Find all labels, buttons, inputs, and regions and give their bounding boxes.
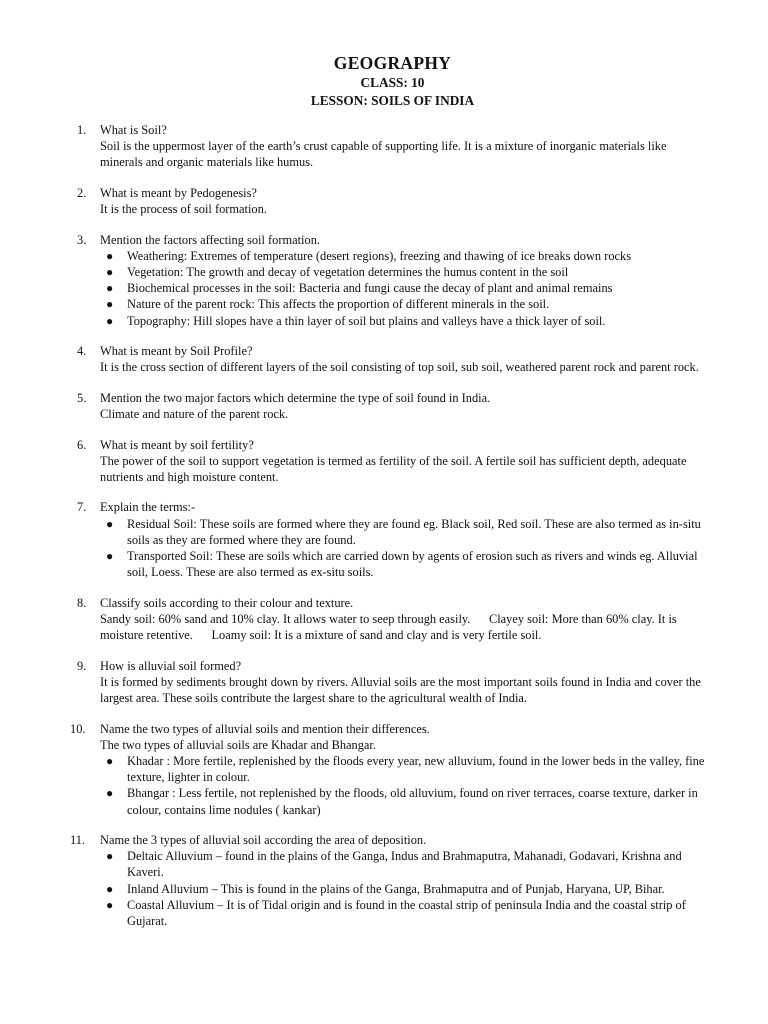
class-label: CLASS: 10 [360, 75, 425, 90]
question-number: 5. [77, 390, 87, 405]
answer-text: The two types of alluvial soils are Khadar and Bhangar. [100, 737, 376, 752]
bullet-icon: ● [106, 549, 114, 564]
bullet-icon: ● [106, 897, 114, 912]
question-item-5 [77, 390, 708, 422]
question-text: Explain the terms:- [100, 500, 195, 515]
lesson-title: LESSON: SOILS OF INDIA [310, 93, 475, 108]
list-item [100, 785, 708, 817]
bullet-text: Topography: Hill slopes have a thin layer of soil but plains and valleys have a thick layer of soil. [127, 313, 606, 328]
question-item-11 [70, 832, 708, 929]
question-number: 6. [77, 437, 87, 452]
bullet-text: Transported Soil: These are soils which are carried down by agents of erosion such as rivers and winds eg. Alluvial soil, Loess. These are also termed as ex-situ soils. [127, 549, 698, 580]
question-text: What is Soil? [100, 123, 167, 137]
bullet-icon: ● [106, 516, 114, 531]
question-number: 3. [77, 232, 87, 247]
bullet-icon: ● [106, 753, 114, 768]
question-number: 1. [77, 123, 87, 137]
bullet-text: Weathering: Extremes of temperature (desert regions), freezing and thawing of ice breaks down rocks [127, 248, 632, 263]
bullet-icon: ● [106, 248, 114, 263]
question-number: 2. [77, 185, 87, 200]
question-item-8 [77, 595, 708, 644]
question-text: How is alluvial soil formed? [100, 658, 242, 673]
list-item [100, 296, 708, 312]
question-number: 9. [77, 658, 87, 673]
question-item-9 [77, 658, 708, 707]
bullet-icon: ● [106, 849, 114, 864]
bullet-icon: ● [106, 265, 114, 280]
list-item [100, 897, 708, 929]
question-text: What is meant by Soil Profile? [100, 344, 253, 359]
bullet-icon: ● [106, 281, 114, 296]
question-number: 8. [77, 595, 87, 610]
bullet-icon: ● [106, 786, 114, 801]
bullet-list [100, 753, 708, 818]
bullet-list [100, 848, 708, 929]
list-item [100, 248, 708, 264]
bullet-text: Inland Alluvium – This is found in the plains of the Ganga, Brahmaputra and of Punjab, Haryana, UP, Bihar. [127, 881, 665, 896]
subject-title: GEOGRAPHY [333, 53, 452, 73]
question-item-4 [77, 343, 708, 375]
question-text: What is meant by Pedogenesis? [100, 185, 257, 200]
document-header [77, 52, 708, 110]
bullet-text: Residual Soil: These soils are formed where they are found eg. Black soil, Red soil. These are also termed as in-situ soils as they are formed where they are found. [127, 516, 701, 547]
question-text: Name the two types of alluvial soils and mention their differences. [100, 721, 430, 736]
question-text: Mention the factors affecting soil formation. [100, 232, 320, 247]
bullet-text: Deltaic Alluvium – found in the plains of the Ganga, Indus and Brahmaputra, Mahanadi, Godavari, Krishna and Kaveri. [127, 849, 682, 880]
answer-text: Climate and nature of the parent rock. [100, 407, 289, 422]
bullet-text: Biochemical processes in the soil: Bacteria and fungi cause the decay of plant and animal remains [127, 281, 613, 296]
list-item [100, 516, 708, 548]
bullet-text: Coastal Alluvium – It is of Tidal origin and is found in the coastal strip of peninsula India and the coastal strip of Gujarat. [127, 897, 686, 929]
answer-text: It is the process of soil formation. [100, 202, 267, 217]
bullet-text: Nature of the parent rock: This affects the proportion of different minerals in the soil. [127, 297, 550, 312]
list-item [100, 548, 708, 580]
list-item [100, 848, 708, 880]
answer-text: Sandy soil: 60% sand and 10% clay. It allows water to seep through easily. Clayey soil: More than 60% clay. It is moisture retentive. Loamy soil: It is a mixture of sand and clay and is very fertile soil. [100, 611, 680, 643]
answer-text: The power of the soil to support vegetation is termed as fertility of the soil. A fertile soil has sufficient depth, adequate nutrients and high moisture content. [100, 453, 687, 484]
list-item [100, 881, 708, 897]
question-text: Name the 3 types of alluvial soil according the area of deposition. [100, 833, 427, 848]
bullet-list [100, 516, 708, 581]
question-number: 10. [70, 721, 86, 736]
question-item-2 [77, 185, 708, 217]
question-text: Mention the two major factors which determine the type of soil found in India. [100, 390, 491, 405]
list-item [100, 313, 708, 329]
bullet-icon: ● [106, 881, 114, 896]
bullet-text: Bhangar : Less fertile, not replenished by the floods, old alluvium, found on river terraces, coarse texture, darker in colour, contains lime nodules ( kankar) [127, 786, 698, 817]
question-item-10 [70, 721, 708, 818]
answer-text: Soil is the uppermost layer of the earth’s crust capable of supporting life. It is a mixture of inorganic materials like minerals and organic materials like humus. [100, 139, 667, 170]
question-item-3 [77, 232, 708, 329]
question-item-7 [77, 499, 708, 580]
question-number: 11. [70, 833, 86, 848]
answer-text: It is the cross section of different layers of the soil consisting of top soil, sub soil, weathered parent rock and parent rock. [100, 360, 699, 375]
question-number: 4. [77, 344, 87, 359]
list-item [100, 264, 708, 280]
list-item [100, 753, 708, 785]
question-list [70, 122, 708, 929]
question-text: Classify soils according to their colour and texture. [100, 595, 354, 610]
bullet-text: Khadar : More fertile, replenished by the floods every year, new alluvium, found in the lower beds in the valley, fine texture, lighter in colour. [127, 753, 705, 785]
question-item-1 [77, 122, 708, 171]
question-text: What is meant by soil fertility? [100, 437, 254, 452]
bullet-text: Vegetation: The growth and decay of vegetation determines the humus content in the soil [127, 265, 569, 280]
bullet-icon: ● [106, 313, 114, 328]
bullet-list [100, 248, 708, 329]
question-number: 7. [77, 500, 87, 515]
bullet-icon: ● [106, 297, 114, 312]
answer-text: It is formed by sediments brought down by rivers. Alluvial soils are the most important soils found in India and cover the largest area. These soils contribute the largest share to the agricultural wealth of India. [100, 674, 701, 706]
list-item [100, 280, 708, 296]
question-item-6 [77, 437, 708, 486]
